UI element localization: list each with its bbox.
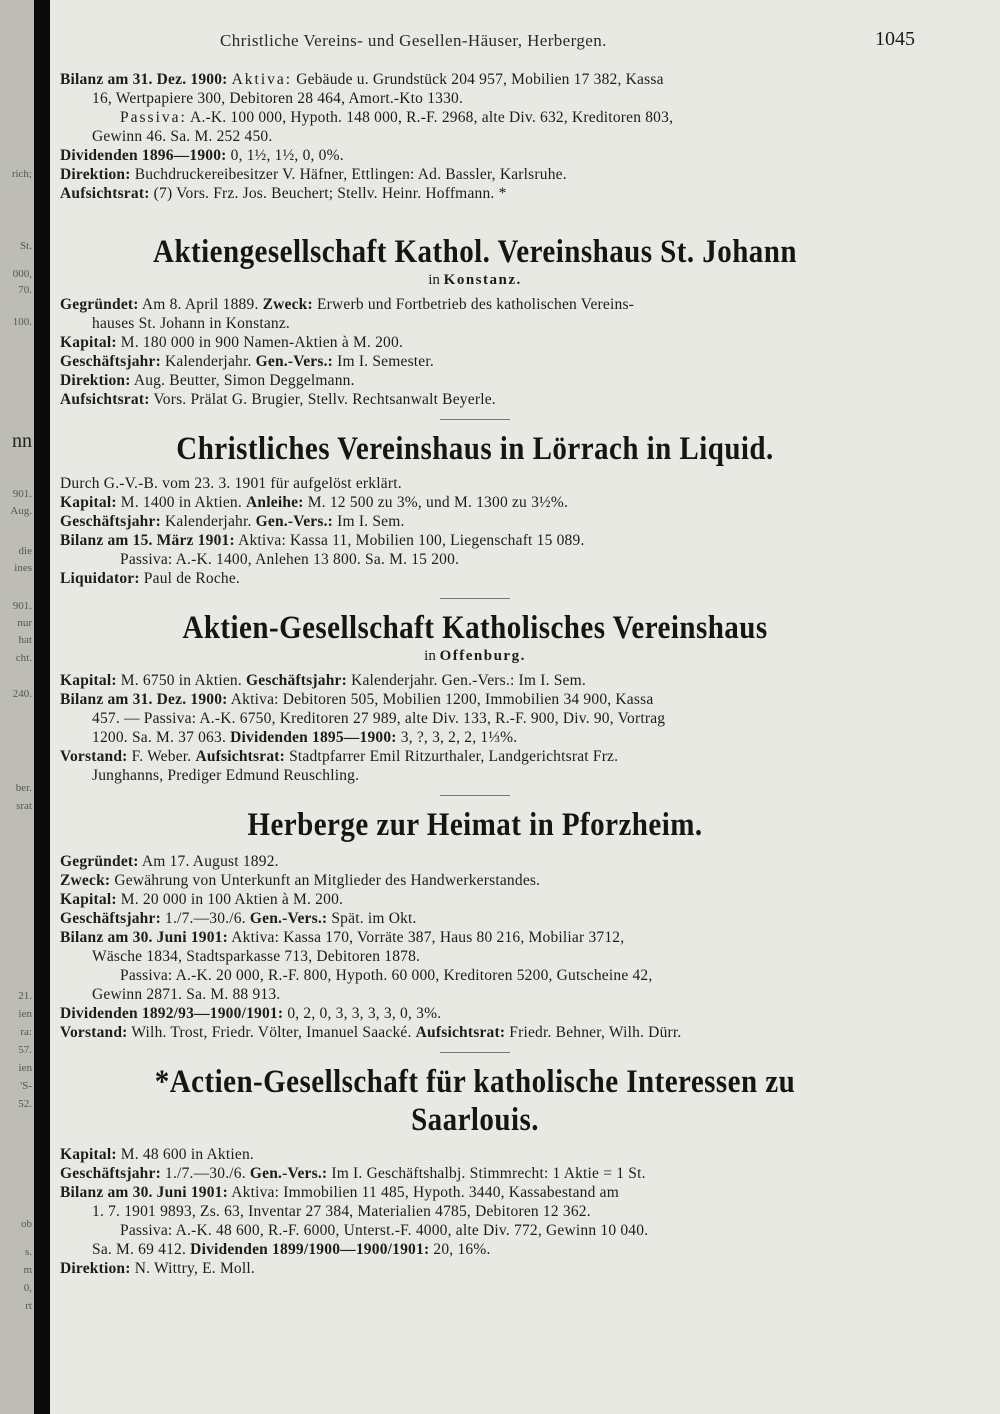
line-label: Zweck: [262, 296, 313, 313]
entry-line [60, 671, 890, 690]
company-entry [60, 609, 890, 796]
line-text: 20, 16%. [433, 1241, 491, 1258]
line-text: A.-K. 100 000, Hypoth. 148 000, R.-F. 2968, alte Div. 632, Kreditoren 803, [190, 109, 674, 126]
line-text: 16, Wertpapiere 300, Debitoren 28 464, Amort.-Kto 1330. [92, 90, 464, 107]
entry-line [60, 909, 890, 928]
line-text: Stadtpfarrer Emil Ritzurthaler, Landgerichtsrat Frz. [289, 748, 619, 765]
line-text: N. Wittry, E. Moll. [134, 1260, 255, 1277]
entry-line [60, 295, 890, 314]
line-text: F. Weber. [131, 748, 192, 765]
line-label: Geschäftsjahr: [60, 1165, 161, 1182]
margin-fragment: 57. [18, 1044, 32, 1056]
line-spaced-label: Aktiva: [231, 71, 293, 88]
line-text: Junghanns, Prediger Edmund Reuschling. [92, 767, 360, 784]
line-text: Gewährung von Unterkunft an Mitglieder des Handwerkerstandes. [114, 872, 541, 889]
entry-separator [440, 795, 510, 796]
margin-fragment: cht. [15, 652, 32, 664]
line-text: M. 180 000 in 900 Namen-Aktien à M. 200. [120, 334, 404, 351]
line-text: Wilh. Trost, Friedr. Völter, Imanuel Saacké. [131, 1024, 412, 1041]
entry-line [60, 314, 890, 333]
company-location [60, 271, 890, 289]
line-text: Kalenderjahr. [165, 513, 252, 530]
margin-fragment: 240. [12, 688, 32, 700]
line-label: Direktion: [60, 1260, 131, 1277]
previous-page-edge [0, 0, 34, 1414]
entry-line [60, 127, 890, 146]
entry-line [60, 966, 890, 985]
margin-fragment: ra: [20, 1026, 32, 1038]
line-label: Vorstand: [60, 1024, 128, 1041]
line-label: Kapital: [60, 1146, 117, 1163]
line-label: Aufsichtsrat: [60, 391, 150, 408]
margin-fragment: nur [17, 617, 32, 629]
line-text: Vors. Prälat G. Brugier, Stellv. Rechtsanwalt Beyerle. [153, 391, 496, 408]
entry-separator [440, 1052, 510, 1053]
location-prefix: in [428, 272, 440, 288]
line-label: Kapital: [60, 334, 117, 351]
company-entry [60, 1063, 890, 1278]
entry-line [60, 352, 890, 371]
margin-fragment: 100. [12, 316, 32, 328]
line-text: Erwerb und Fortbetrieb des katholischen Vereins- [316, 296, 635, 313]
line-text: Aktiva: Immobilien 11 485, Hypoth. 3440, Kassabestand am [231, 1184, 619, 1201]
margin-fragment: srat [16, 800, 32, 812]
margin-fragment: s. [24, 1246, 32, 1258]
company-title: Aktiengesellschaft Kathol. Vereinshaus St. Johann [153, 234, 797, 270]
line-text: M. 6750 in Aktien. [120, 672, 242, 689]
line-label: Aufsichtsrat: [195, 748, 285, 765]
line-label: Zweck: [60, 872, 111, 889]
company-title: Christliches Vereinshaus in Lörrach in Liquid. [176, 431, 774, 467]
line-text: Passiva: A.-K. 48 600, R.-F. 6000, Unterst.-F. 4000, alte Div. 772, Gewinn 10 040. [120, 1222, 649, 1239]
margin-fragment: rt [25, 1300, 32, 1312]
margin-fragment: 0, [23, 1282, 32, 1294]
entry-line [60, 531, 890, 550]
entry-line [60, 1259, 890, 1278]
company-title: Aktien-Gesellschaft Katholisches Vereinshaus [182, 610, 768, 646]
line-label: Gen.-Vers.: [255, 513, 334, 530]
entry-line [60, 1240, 890, 1259]
location-prefix: in [424, 648, 436, 664]
entry-line [60, 890, 890, 909]
entry-continuation [60, 70, 890, 203]
line-label: Vorstand: [60, 748, 128, 765]
line-text: 1./7.—30./6. [165, 1165, 246, 1182]
line-label: Gegründet: [60, 296, 139, 313]
entry-line [60, 1183, 890, 1202]
book-gutter [34, 0, 50, 1414]
entry-separator [440, 598, 510, 599]
margin-fragment: ines [14, 562, 32, 574]
line-text: Spät. im Okt. [331, 910, 417, 927]
entry-line [60, 569, 890, 588]
line-label: Kapital: [60, 494, 117, 511]
line-text: Aktiva: Kassa 11, Mobilien 100, Liegenschaft 15 089. [238, 532, 585, 549]
company-title: Herberge zur Heimat in Pforzheim. [247, 807, 703, 843]
line-label: Dividenden 1896—1900: [60, 147, 227, 164]
margin-fragment: 'S- [20, 1080, 32, 1092]
line-text: M. 12 500 zu 3%, und M. 1300 zu 3½%. [307, 494, 569, 511]
location-name: Konstanz. [443, 272, 522, 288]
line-text: M. 48 600 in Aktien. [120, 1146, 254, 1163]
line-spaced-label: Passiva: [120, 109, 187, 126]
line-text: Im I. Geschäftshalbj. Stimmrecht: 1 Aktie = 1 St. [331, 1165, 646, 1182]
margin-fragment: 52. [18, 1098, 32, 1110]
entry-line [60, 474, 890, 493]
line-text: (7) Vors. Frz. Jos. Beuchert; Stellv. Heinr. Hoffmann. * [153, 185, 507, 202]
line-text: Aktiva: Debitoren 505, Mobilien 1200, Immobilien 34 900, Kassa [230, 691, 654, 708]
line-text: Friedr. Behner, Wilh. Dürr. [509, 1024, 682, 1041]
margin-fragment: die [18, 545, 32, 557]
line-text: Kalenderjahr. [165, 353, 252, 370]
line-text: Paul de Roche. [143, 570, 241, 587]
line-label: Direktion: [60, 166, 131, 183]
line-text: Passiva: A.-K. 1400, Anlehen 13 800. Sa. M. 15 200. [120, 551, 460, 568]
line-text: Am 17. August 1892. [141, 853, 279, 870]
entry-line [60, 747, 890, 766]
margin-fragment: 21. [18, 990, 32, 1002]
margin-fragment: ien [18, 1008, 32, 1020]
entry-line [60, 728, 890, 747]
line-label: Liquidator: [60, 570, 140, 587]
line-label: Bilanz am 15. März 1901: [60, 532, 235, 549]
entry-line [60, 371, 890, 390]
line-label: Bilanz am 30. Juni 1901: [60, 1184, 228, 1201]
line-text: 1200. Sa. M. 37 063. [92, 729, 227, 746]
margin-fragment: 70. [18, 284, 32, 296]
margin-fragment: nn [12, 430, 32, 452]
line-text: Aug. Beutter, Simon Deggelmann. [133, 372, 355, 389]
line-text: Aktiva: Kassa 170, Vorräte 387, Haus 80 216, Mobiliar 3712, [231, 929, 625, 946]
line-text: M. 1400 in Aktien. [120, 494, 242, 511]
line-label: Dividenden 1892/93—1900/1901: [60, 1005, 284, 1022]
entry-line [60, 108, 890, 127]
line-label: Geschäftsjahr: [60, 910, 161, 927]
line-text: 457. — Passiva: A.-K. 6750, Kreditoren 27 989, alte Div. 133, R.-F. 900, Div. 90, Vortrag [92, 710, 666, 727]
line-label: Bilanz am 31. Dez. 1900: [60, 691, 228, 708]
line-text: Wäsche 1834, Stadtsparkasse 713, Debitoren 1878. [92, 948, 421, 965]
entry-line [60, 333, 890, 352]
margin-fragment: ob [21, 1218, 32, 1230]
entry-line [60, 1004, 890, 1023]
entry-separator [440, 419, 510, 420]
entry-line [60, 390, 890, 409]
line-text: Gewinn 46. Sa. M. 252 450. [92, 128, 273, 145]
entry-line [60, 1221, 890, 1240]
company-entry [60, 430, 890, 599]
margin-fragment: Aug. [10, 505, 32, 517]
entry-line [60, 512, 890, 531]
location-name: Offenburg. [439, 648, 526, 664]
running-title: Christliche Vereins- und Gesellen-Häuser, Herbergen. [220, 31, 607, 50]
line-text: Passiva: A.-K. 20 000, R.-F. 800, Hypoth. 60 000, Kreditoren 5200, Gutscheine 42, [120, 967, 653, 984]
company-entry [60, 233, 890, 420]
line-text: Durch G.-V.-B. vom 23. 3. 1901 für aufgelöst erklärt. [60, 475, 402, 492]
entry-line [60, 709, 890, 728]
entry-line [60, 985, 890, 1004]
line-text: 1./7.—30./6. [165, 910, 246, 927]
page-content [60, 70, 890, 1278]
margin-fragment: hat [18, 634, 32, 646]
line-label: Anleihe: [246, 494, 304, 511]
line-label: Bilanz am 31. Dez. 1900: [60, 71, 228, 88]
entry-line [60, 146, 890, 165]
line-label: Dividenden 1899/1900—1900/1901: [190, 1241, 430, 1258]
margin-fragment: 901. [12, 600, 32, 612]
line-label: Aufsichtsrat: [415, 1024, 506, 1041]
line-text: 1. 7. 1901 9893, Zs. 63, Inventar 27 384, Materialien 4785, Debitoren 12 362. [92, 1203, 591, 1220]
line-label: Geschäftsjahr: [60, 353, 161, 370]
entry-line [60, 1164, 890, 1183]
margin-fragment: m [23, 1264, 32, 1276]
entry-line [60, 766, 890, 785]
line-label: Geschäftsjahr: [60, 513, 161, 530]
line-text: Kalenderjahr. Gen.-Vers.: Im I. Sem. [351, 672, 586, 689]
margin-fragment: ber. [15, 782, 32, 794]
company-location [60, 647, 890, 665]
line-label: Aufsichtsrat: [60, 185, 150, 202]
entry-line [60, 928, 890, 947]
page-number: 1045 [875, 28, 915, 50]
page-header [50, 28, 1000, 56]
line-label: Gen.-Vers.: [255, 353, 334, 370]
entry-line [60, 690, 890, 709]
line-label: Direktion: [60, 372, 131, 389]
line-label: Bilanz am 30. Juni 1901: [60, 929, 228, 946]
company-title: *Actien-Gesellschaft für katholische Interessen zu Saarlouis. [154, 1064, 796, 1138]
line-text: M. 20 000 in 100 Aktien à M. 200. [120, 891, 344, 908]
line-text: hauses St. Johann in Konstanz. [92, 315, 291, 332]
line-label: Dividenden 1895—1900: [230, 729, 397, 746]
margin-fragment: 901. [12, 488, 32, 500]
line-label: Gen.-Vers.: [249, 910, 328, 927]
document-page [50, 0, 1000, 1414]
entry-line [60, 184, 890, 203]
line-label: Gegründet: [60, 853, 139, 870]
line-label: Gen.-Vers.: [249, 1165, 328, 1182]
entry-line [60, 1202, 890, 1221]
line-text: Buchdruckereibesitzer V. Häfner, Ettlingen: Ad. Bassler, Karlsruhe. [134, 166, 567, 183]
line-text: Gewinn 2871. Sa. M. 88 913. [92, 986, 281, 1003]
line-label: Kapital: [60, 891, 117, 908]
entry-line [60, 871, 890, 890]
entry-line [60, 550, 890, 569]
line-text: Im I. Sem. [337, 513, 405, 530]
entry-line [60, 89, 890, 108]
line-text: Sa. M. 69 412. [92, 1241, 187, 1258]
entry-line [60, 165, 890, 184]
margin-fragment: rich; [11, 168, 32, 180]
margin-fragment: ien [18, 1062, 32, 1074]
company-entry [60, 806, 890, 1053]
entry-line [60, 1145, 890, 1164]
line-text: Im I. Semester. [337, 353, 434, 370]
line-text: 0, 1½, 1½, 0, 0%. [230, 147, 344, 164]
entry-line [60, 70, 890, 89]
entry-line [60, 1023, 890, 1042]
entry-line [60, 852, 890, 871]
line-text: 3, ?, 3, 2, 2, 1⅓%. [400, 729, 518, 746]
line-label: Geschäftsjahr: [246, 672, 347, 689]
entry-line [60, 493, 890, 512]
entry-line [60, 947, 890, 966]
margin-fragment: St. [20, 240, 32, 252]
line-label: Kapital: [60, 672, 117, 689]
line-text: 0, 2, 0, 3, 3, 3, 3, 0, 3%. [287, 1005, 442, 1022]
line-text: Gebäude u. Grundstück 204 957, Mobilien 17 382, Kassa [296, 71, 664, 88]
margin-fragment: 000, [12, 268, 32, 280]
line-text: Am 8. April 1889. [141, 296, 259, 313]
